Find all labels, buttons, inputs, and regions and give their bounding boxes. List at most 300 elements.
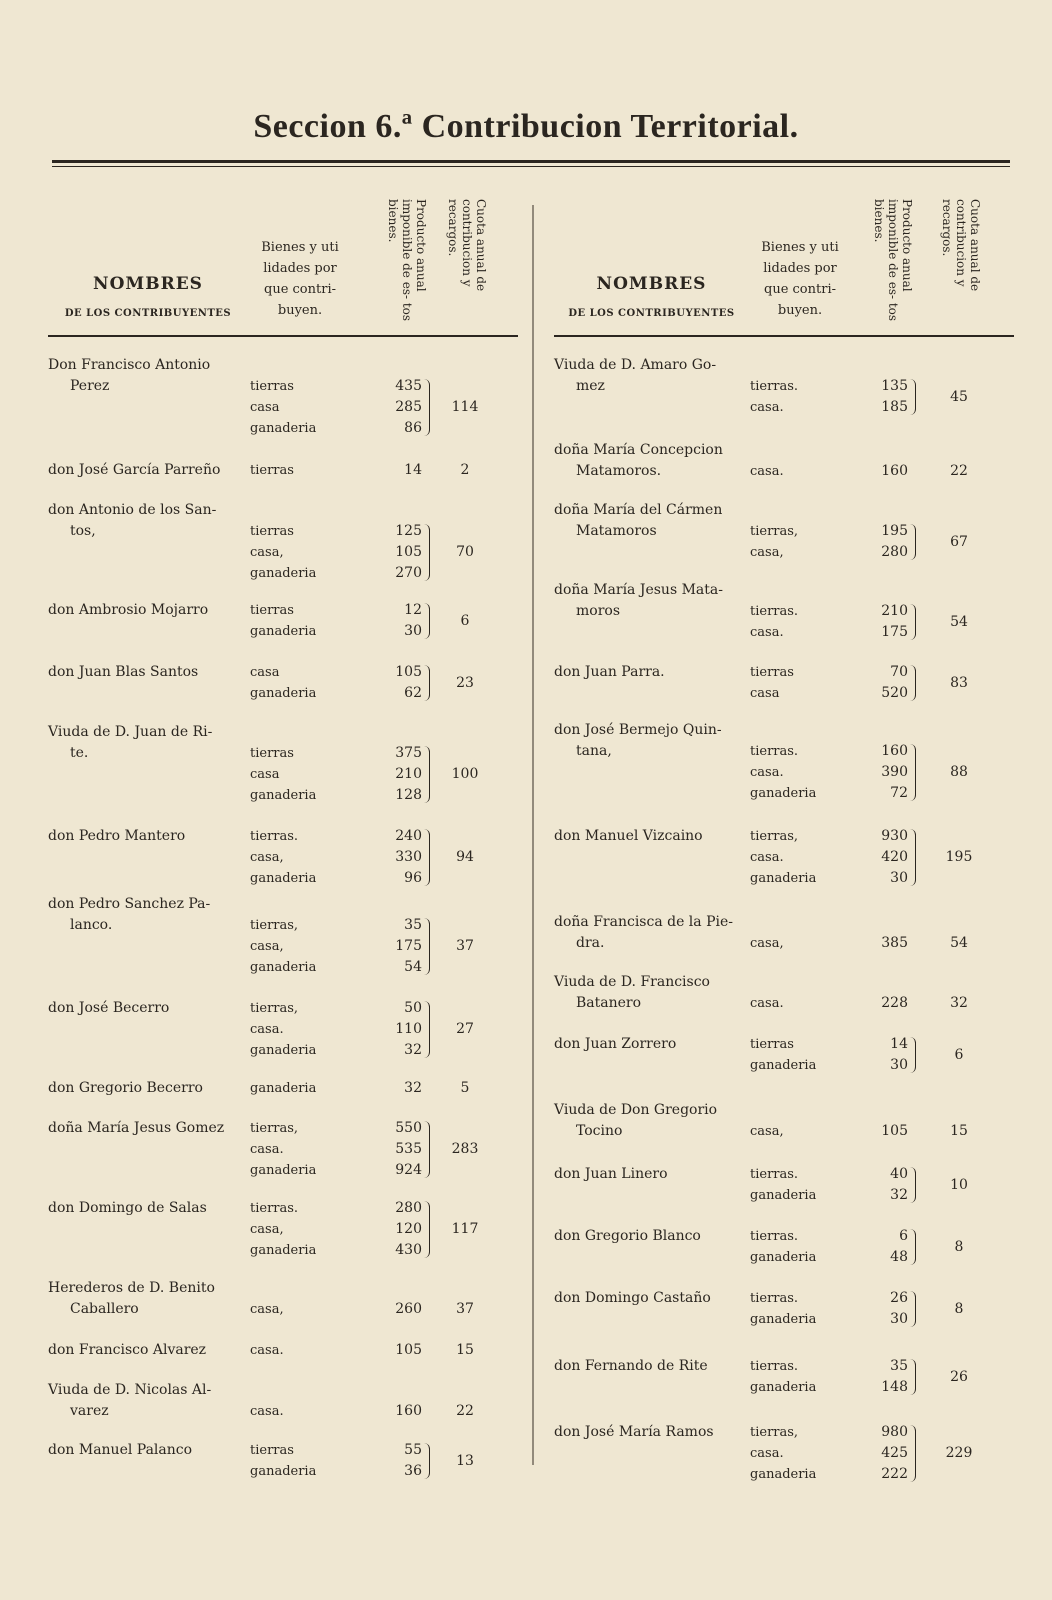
bien-label: casa, bbox=[750, 936, 784, 951]
header-bienes-line: buyen. bbox=[277, 303, 323, 318]
bien-item bbox=[250, 1078, 434, 1099]
cuota-value: 195 bbox=[945, 849, 973, 865]
bienes-list bbox=[250, 1340, 434, 1361]
contributor-name bbox=[554, 972, 749, 1014]
grouping-brace bbox=[910, 829, 916, 886]
contributor-name-line: doña María Concepcion bbox=[554, 442, 723, 458]
bienes-list bbox=[250, 600, 434, 642]
producto-value: 385 bbox=[881, 935, 908, 951]
contributor-name-line: Matamoros. bbox=[576, 463, 662, 479]
producto-value: 14 bbox=[404, 462, 422, 478]
producto-value: 110 bbox=[395, 1021, 422, 1037]
contributor-name-line: Don Francisco Antonio bbox=[48, 357, 211, 373]
bienes-list bbox=[250, 1118, 434, 1181]
bien-item bbox=[750, 1422, 920, 1443]
bien-label: tierras, bbox=[250, 1121, 299, 1136]
bien-item bbox=[250, 957, 434, 978]
contributor-name-line: don Domingo Castaño bbox=[554, 1290, 711, 1306]
bien-label: tierras bbox=[250, 746, 294, 761]
bienes-list bbox=[750, 1164, 920, 1206]
contributor-name-line: don Manuel Palanco bbox=[48, 1442, 193, 1458]
bienes-list bbox=[250, 460, 434, 481]
bien-item bbox=[250, 743, 434, 764]
grouping-brace bbox=[910, 665, 916, 701]
bien-label: tierras. bbox=[750, 1291, 799, 1306]
grouping-brace bbox=[910, 524, 916, 560]
cuota-value: 26 bbox=[950, 1368, 968, 1385]
bien-label: tierras, bbox=[750, 1425, 799, 1440]
bien-item bbox=[250, 683, 434, 704]
bien-label: casa bbox=[250, 767, 280, 782]
bien-label: ganaderia bbox=[750, 1312, 817, 1327]
bienes-list bbox=[750, 1226, 920, 1268]
cuota-value: 22 bbox=[456, 1403, 474, 1419]
bien-label: tierras. bbox=[250, 1201, 299, 1216]
bien-label: tierras bbox=[250, 603, 294, 618]
bien-item bbox=[250, 1019, 434, 1040]
producto-value: 222 bbox=[881, 1466, 908, 1482]
producto-value: 135 bbox=[881, 378, 908, 394]
cuota-value: 94 bbox=[456, 849, 474, 865]
contributor-name-line: Viuda de Don Gregorio bbox=[554, 1102, 718, 1118]
producto-value: 420 bbox=[881, 849, 908, 865]
grouping-brace bbox=[424, 918, 430, 975]
contributor-name-line: Batanero bbox=[576, 995, 642, 1011]
bienes-list bbox=[750, 662, 920, 704]
bien-item bbox=[250, 1340, 434, 1361]
bien-label: ganaderia bbox=[250, 871, 317, 886]
grouping-brace bbox=[910, 1359, 916, 1395]
cuota-value: 283 bbox=[451, 1141, 479, 1157]
grouping-brace bbox=[910, 744, 916, 801]
header-cuota-anual: Cuota anual de contribucion y recargos. bbox=[446, 199, 488, 292]
cuota-value: 15 bbox=[456, 1342, 474, 1358]
header-de-los-contribuyentes: DE LOS CONTRIBUYENTES bbox=[568, 308, 735, 319]
bienes-list bbox=[250, 1440, 434, 1482]
cuota-value: 37 bbox=[456, 938, 474, 954]
contributor-name bbox=[554, 912, 749, 954]
bien-label: tierras bbox=[250, 463, 294, 478]
left-column bbox=[48, 195, 518, 1479]
bien-item bbox=[250, 1198, 434, 1219]
header-bienes-line: que contri- bbox=[764, 282, 836, 297]
contributor-name bbox=[48, 500, 248, 542]
bien-item bbox=[250, 1299, 434, 1320]
cuota-value: 83 bbox=[950, 674, 968, 691]
producto-value: 160 bbox=[395, 1403, 422, 1419]
producto-value: 120 bbox=[395, 1221, 422, 1237]
cuota-value: 54 bbox=[950, 613, 968, 630]
bien-label: tierras. bbox=[750, 1229, 799, 1244]
bien-item bbox=[750, 783, 920, 804]
producto-value: 14 bbox=[890, 1036, 908, 1052]
bien-item bbox=[750, 397, 920, 418]
bien-item bbox=[250, 868, 434, 889]
bien-label: ganaderia bbox=[250, 566, 317, 581]
bien-item bbox=[250, 376, 434, 397]
contributor-name-line: don José Becerro bbox=[48, 1000, 170, 1016]
contributor-name-line: don Gregorio Becerro bbox=[48, 1080, 203, 1096]
cuota-value: 117 bbox=[451, 1221, 479, 1237]
contributor-name-line: Viuda de D. Nicolas Al- bbox=[48, 1382, 212, 1398]
contributor-name-line: doña María Jesus Gomez bbox=[48, 1120, 225, 1136]
contributor-name-line: varez bbox=[70, 1403, 109, 1419]
bienes-list bbox=[250, 376, 434, 439]
contributor-name bbox=[554, 1356, 749, 1377]
bien-label: tierras, bbox=[750, 829, 799, 844]
bienes-list bbox=[250, 915, 434, 978]
contributor-name-line: don José García Parreño bbox=[48, 462, 221, 478]
producto-value: 105 bbox=[395, 544, 422, 560]
bien-item bbox=[750, 993, 920, 1014]
contributor-name bbox=[48, 355, 248, 397]
cuota-value: 37 bbox=[456, 1301, 474, 1317]
bien-item bbox=[750, 376, 920, 397]
bien-label: casa, bbox=[250, 939, 284, 954]
cuota-value: 70 bbox=[456, 544, 474, 560]
producto-value: 210 bbox=[395, 766, 422, 782]
grouping-brace bbox=[424, 524, 430, 581]
bien-label: casa bbox=[250, 400, 280, 415]
producto-value: 285 bbox=[395, 399, 422, 415]
grouping-brace bbox=[910, 1167, 916, 1203]
grouping-brace bbox=[910, 1425, 916, 1482]
cuota-value: 88 bbox=[950, 764, 968, 780]
bienes-list bbox=[250, 826, 434, 889]
contributor-name-line: don Juan Blas Santos bbox=[48, 664, 199, 680]
left-table-header bbox=[48, 195, 518, 337]
bien-item bbox=[250, 600, 434, 621]
bienes-list bbox=[250, 1198, 434, 1261]
bien-item bbox=[250, 785, 434, 806]
bien-label: casa. bbox=[750, 765, 784, 780]
contributor-name bbox=[554, 1422, 749, 1443]
producto-value: 32 bbox=[890, 1187, 908, 1203]
column-separator bbox=[532, 205, 534, 1465]
producto-value: 105 bbox=[395, 664, 422, 680]
producto-value: 535 bbox=[395, 1141, 422, 1157]
bien-label: ganaderia bbox=[250, 624, 317, 639]
grouping-brace bbox=[910, 604, 916, 640]
grouping-brace bbox=[424, 379, 430, 436]
cuota-value: 8 bbox=[954, 1238, 964, 1255]
bien-label: casa. bbox=[750, 464, 784, 479]
producto-value: 26 bbox=[890, 1290, 908, 1306]
producto-value: 195 bbox=[881, 523, 908, 539]
header-nombres bbox=[554, 274, 749, 319]
contributor-name bbox=[48, 1340, 248, 1361]
grouping-brace bbox=[424, 829, 430, 886]
cuota-value: 15 bbox=[950, 1123, 968, 1139]
bien-item bbox=[750, 1309, 920, 1330]
grouping-brace bbox=[424, 1201, 430, 1258]
grouping-brace bbox=[910, 1229, 916, 1265]
bien-item bbox=[750, 1356, 920, 1377]
contributor-name-line: don Gregorio Blanco bbox=[554, 1228, 701, 1244]
producto-value: 260 bbox=[395, 1301, 422, 1317]
producto-value: 435 bbox=[395, 378, 422, 394]
header-de-los-contribuyentes: DE LOS CONTRIBUYENTES bbox=[64, 308, 232, 319]
bien-item bbox=[750, 1164, 920, 1185]
contributor-name bbox=[48, 894, 248, 936]
contributor-name bbox=[48, 600, 248, 621]
producto-value: 72 bbox=[890, 785, 908, 801]
bien-item bbox=[750, 542, 920, 563]
bien-item bbox=[250, 826, 434, 847]
bien-label: tierras. bbox=[750, 744, 799, 759]
bienes-list bbox=[750, 741, 920, 804]
bien-label: ganaderia bbox=[750, 1250, 817, 1265]
contributor-name-line: don Domingo de Salas bbox=[48, 1200, 207, 1216]
bien-item bbox=[750, 847, 920, 868]
contributor-name bbox=[48, 662, 248, 683]
producto-value: 35 bbox=[404, 917, 422, 933]
bien-item bbox=[750, 683, 920, 704]
bien-item bbox=[250, 1118, 434, 1139]
cuota-value: 5 bbox=[460, 1080, 470, 1096]
bienes-list bbox=[750, 376, 920, 418]
bien-label: casa, bbox=[250, 850, 284, 865]
bienes-list bbox=[250, 1299, 434, 1320]
cuota-value: 23 bbox=[456, 674, 474, 691]
contributor-name bbox=[554, 355, 749, 397]
cuota-value: 10 bbox=[950, 1176, 968, 1193]
producto-value: 240 bbox=[395, 828, 422, 844]
bien-label: ganaderia bbox=[250, 686, 317, 701]
bienes-list bbox=[250, 662, 434, 704]
cuota-value: 114 bbox=[451, 399, 479, 415]
contributor-name bbox=[554, 1034, 749, 1055]
bienes-list bbox=[250, 743, 434, 806]
grouping-brace bbox=[910, 1291, 916, 1327]
contributor-name bbox=[554, 1226, 749, 1247]
bien-item bbox=[750, 1288, 920, 1309]
contributor-name-line: don Pedro Mantero bbox=[48, 828, 186, 844]
bien-item bbox=[250, 1139, 434, 1160]
bien-item bbox=[250, 1219, 434, 1240]
bien-item bbox=[750, 762, 920, 783]
contributor-name-line: tana, bbox=[576, 743, 612, 759]
page-title: Seccion 6.ª Contribucion Territorial. bbox=[253, 108, 799, 145]
contributor-name-line: te. bbox=[70, 745, 89, 761]
producto-value: 330 bbox=[395, 849, 422, 865]
grouping-brace bbox=[424, 603, 430, 639]
bien-item bbox=[750, 1121, 920, 1142]
grouping-brace bbox=[424, 746, 430, 803]
producto-value: 32 bbox=[404, 1042, 422, 1058]
producto-value: 924 bbox=[395, 1162, 422, 1178]
contributor-name-line: mez bbox=[576, 378, 605, 394]
cuota-value: 8 bbox=[954, 1300, 964, 1317]
bienes-list bbox=[750, 1034, 920, 1076]
bienes-list bbox=[750, 1121, 920, 1142]
bien-item bbox=[750, 933, 920, 954]
bien-item bbox=[250, 563, 434, 584]
header-bienes bbox=[250, 237, 350, 321]
producto-value: 54 bbox=[404, 959, 422, 975]
bien-item bbox=[250, 418, 434, 439]
bien-item bbox=[750, 826, 920, 847]
producto-value: 30 bbox=[890, 1057, 908, 1073]
header-producto-anual: Producto anual imponible de es- tos bienes. bbox=[386, 199, 428, 322]
bienes-list bbox=[250, 1401, 434, 1422]
contributor-name-line: don Juan Zorrero bbox=[554, 1036, 677, 1052]
bien-label: casa. bbox=[250, 1022, 284, 1037]
cuota-value: 229 bbox=[945, 1445, 973, 1461]
bienes-list bbox=[750, 1356, 920, 1398]
contributor-name bbox=[554, 720, 749, 762]
bienes-list bbox=[750, 461, 920, 482]
bien-item bbox=[250, 460, 434, 481]
cuota-value: 100 bbox=[451, 766, 479, 782]
producto-value: 6 bbox=[899, 1228, 908, 1244]
bien-item bbox=[250, 1401, 434, 1422]
bienes-list bbox=[750, 1422, 920, 1485]
producto-value: 280 bbox=[881, 544, 908, 560]
bien-label: tierras bbox=[250, 1443, 294, 1458]
contributor-name-line: don Juan Linero bbox=[554, 1166, 668, 1182]
header-nombres-title: NOMBRES bbox=[596, 274, 707, 294]
bien-item bbox=[250, 1461, 434, 1482]
contributor-name-line: Herederos de D. Benito bbox=[48, 1280, 215, 1296]
bien-label: tierras bbox=[750, 665, 794, 680]
contributor-name-line: Viuda de D. Francisco bbox=[554, 974, 710, 990]
contributor-name bbox=[554, 826, 749, 847]
bien-label: ganaderia bbox=[750, 1380, 817, 1395]
bien-item bbox=[750, 1247, 920, 1268]
producto-value: 125 bbox=[395, 523, 422, 539]
grouping-brace bbox=[910, 1037, 916, 1073]
contributor-name-line: don José María Ramos bbox=[554, 1424, 714, 1440]
producto-value: 375 bbox=[395, 745, 422, 761]
bien-item bbox=[250, 1240, 434, 1261]
producto-value: 105 bbox=[395, 1342, 422, 1358]
contributor-name-line: Caballero bbox=[70, 1301, 139, 1317]
bien-item bbox=[750, 741, 920, 762]
bien-item bbox=[750, 461, 920, 482]
header-bienes-line: que contri- bbox=[264, 282, 336, 297]
producto-value: 12 bbox=[404, 602, 422, 618]
producto-value: 160 bbox=[881, 743, 908, 759]
grouping-brace bbox=[424, 1121, 430, 1178]
bien-label: ganaderia bbox=[250, 1464, 317, 1479]
header-nombres-title: NOMBRES bbox=[93, 274, 203, 294]
bien-label: tierras, bbox=[750, 524, 799, 539]
bien-item bbox=[750, 1464, 920, 1485]
producto-value: 96 bbox=[404, 870, 422, 886]
contributor-name-line: dra. bbox=[576, 935, 605, 951]
producto-value: 270 bbox=[395, 565, 422, 581]
header-bienes bbox=[750, 237, 850, 321]
bien-label: ganaderia bbox=[250, 960, 317, 975]
contributor-name bbox=[48, 1278, 248, 1320]
bien-label: tierras bbox=[750, 1037, 794, 1052]
contributor-name-line: tos, bbox=[70, 523, 96, 539]
header-bienes-line: lidades por bbox=[763, 261, 837, 276]
contributor-name-line: Matamoros bbox=[576, 523, 657, 539]
contributor-name bbox=[48, 1380, 248, 1422]
contributor-name-line: don Ambrosio Mojarro bbox=[48, 602, 209, 618]
contributor-name bbox=[554, 440, 749, 482]
bien-label: casa, bbox=[250, 545, 284, 560]
bien-item bbox=[250, 542, 434, 563]
producto-value: 520 bbox=[881, 685, 908, 701]
bien-item bbox=[750, 622, 920, 643]
bien-label: casa. bbox=[750, 400, 784, 415]
bien-label: tierras. bbox=[750, 379, 799, 394]
contributor-name bbox=[48, 1440, 248, 1461]
producto-value: 390 bbox=[881, 764, 908, 780]
header-nombres bbox=[48, 274, 248, 319]
contributor-name bbox=[48, 1078, 248, 1099]
cuota-value: 32 bbox=[950, 995, 968, 1011]
bien-label: casa bbox=[250, 665, 280, 680]
bien-label: ganaderia bbox=[250, 1043, 317, 1058]
bien-label: casa, bbox=[750, 1124, 784, 1139]
bien-label: casa, bbox=[750, 545, 784, 560]
header-producto-anual: Producto anual imponible de es- tos bienes. bbox=[872, 199, 914, 322]
contributor-name bbox=[48, 826, 248, 847]
producto-value: 550 bbox=[395, 1120, 422, 1136]
contributor-name bbox=[48, 998, 248, 1019]
bien-item bbox=[750, 601, 920, 622]
bien-label: tierras bbox=[250, 379, 294, 394]
contributor-name bbox=[48, 1118, 248, 1139]
bien-label: ganaderia bbox=[750, 1058, 817, 1073]
bien-label: casa, bbox=[250, 1222, 284, 1237]
bien-label: ganaderia bbox=[750, 786, 817, 801]
header-bienes-line: buyen. bbox=[777, 303, 823, 318]
producto-value: 980 bbox=[881, 1424, 908, 1440]
producto-value: 30 bbox=[404, 623, 422, 639]
producto-value: 930 bbox=[881, 828, 908, 844]
grouping-brace bbox=[424, 1001, 430, 1058]
cuota-value: 22 bbox=[950, 463, 968, 479]
bien-item bbox=[750, 1443, 920, 1464]
contributor-name-line: don José Bermejo Quin- bbox=[554, 722, 722, 738]
bien-label: tierras. bbox=[250, 829, 299, 844]
cuota-value: 45 bbox=[950, 388, 968, 405]
contributor-name bbox=[554, 1100, 749, 1142]
bien-item bbox=[750, 1055, 920, 1076]
producto-value: 35 bbox=[890, 1358, 908, 1374]
header-bienes-line: Bienes y uti bbox=[761, 240, 839, 255]
producto-value: 50 bbox=[404, 1000, 422, 1016]
contributor-name-line: don Antonio de los San- bbox=[48, 502, 217, 518]
bien-item bbox=[750, 1185, 920, 1206]
bienes-list bbox=[750, 1288, 920, 1330]
bien-item bbox=[250, 936, 434, 957]
producto-value: 48 bbox=[890, 1249, 908, 1265]
contributor-name bbox=[48, 722, 248, 764]
contributor-name bbox=[554, 662, 749, 683]
bien-label: ganaderia bbox=[750, 1467, 817, 1482]
right-table-header bbox=[554, 195, 1014, 337]
bien-item bbox=[750, 662, 920, 683]
bien-label: ganaderia bbox=[250, 1163, 317, 1178]
bien-item bbox=[250, 1440, 434, 1461]
contributor-name bbox=[554, 580, 749, 622]
producto-value: 185 bbox=[881, 399, 908, 415]
contributor-name-line: Tocino bbox=[576, 1123, 623, 1139]
contributor-name-line: doña María del Cármen bbox=[554, 502, 723, 518]
cuota-value: 67 bbox=[950, 533, 968, 550]
bienes-list bbox=[250, 521, 434, 584]
grouping-brace bbox=[910, 379, 916, 415]
bien-label: tierras. bbox=[750, 1167, 799, 1182]
contributor-name-line: Perez bbox=[70, 378, 110, 394]
contributor-name bbox=[48, 1198, 248, 1219]
